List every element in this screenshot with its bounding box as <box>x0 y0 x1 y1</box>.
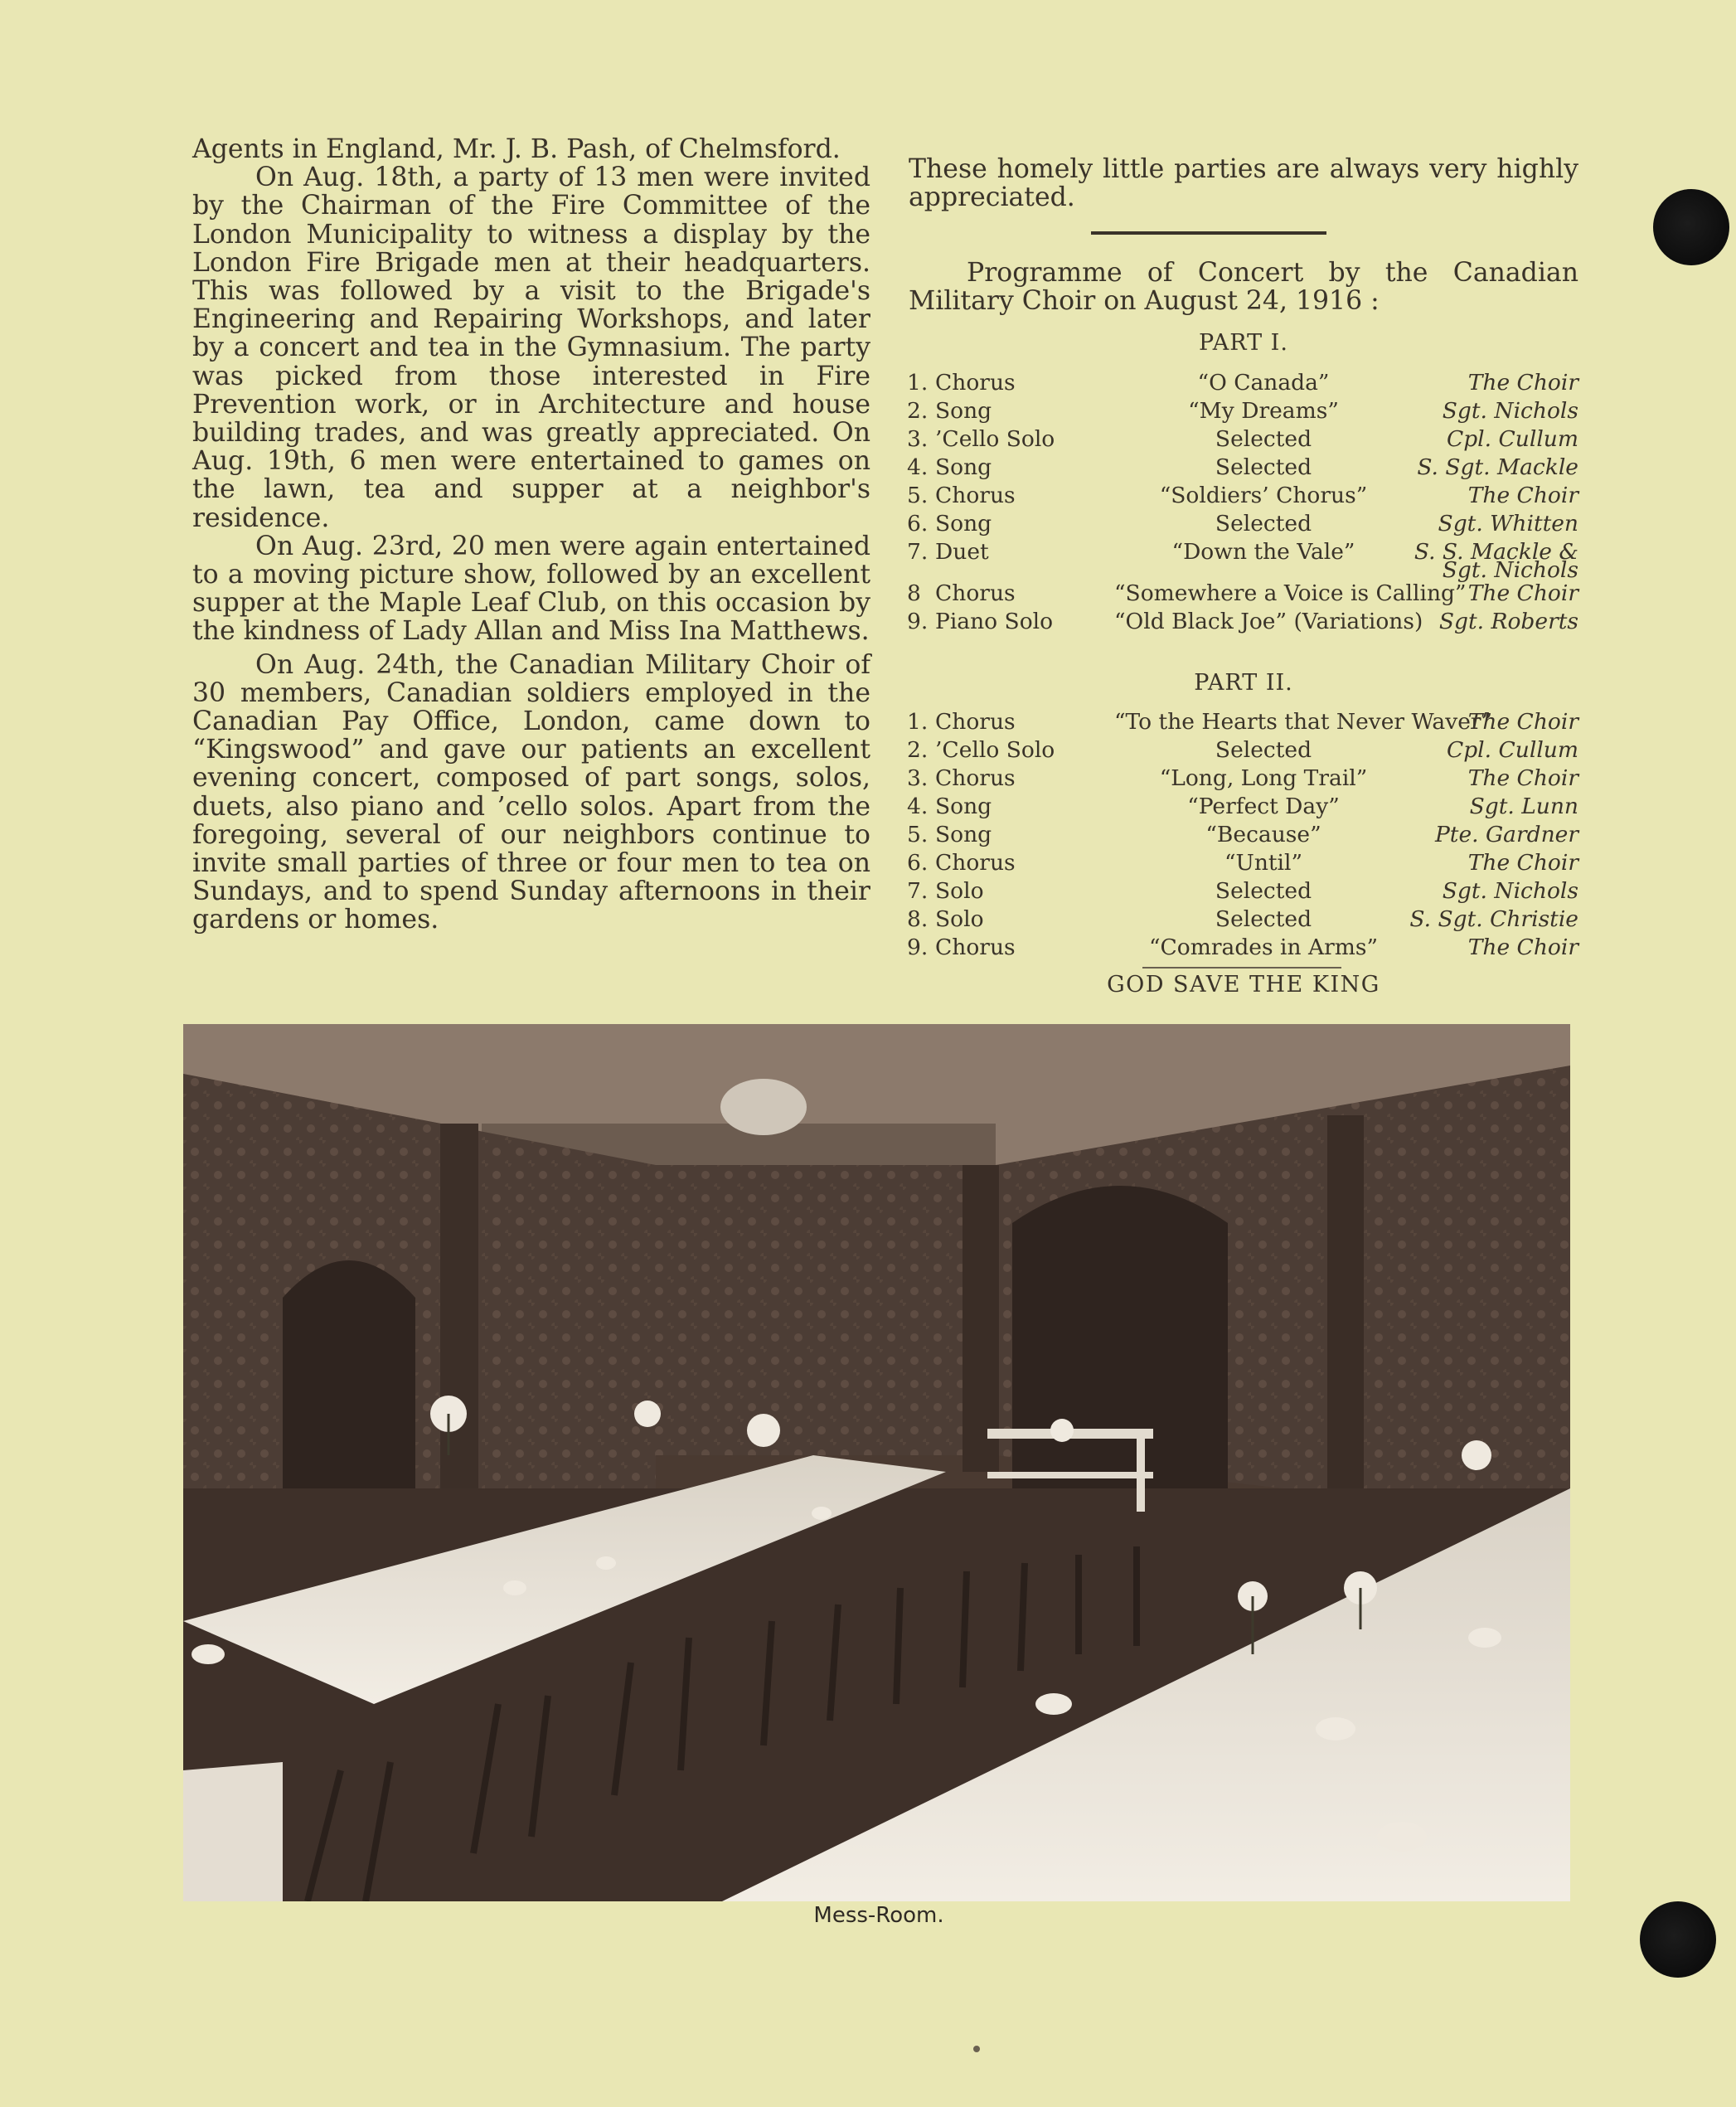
item-performer: Sgt. Nichols <box>1442 398 1578 424</box>
item-title: “Somewhere a Voice is Calling” <box>1114 580 1467 606</box>
item-performer: S. Sgt. Christie <box>1409 906 1578 932</box>
item-title: “Comrades in Arms” <box>1148 935 1379 960</box>
item-type: Chorus <box>935 709 1016 735</box>
item-type: Song <box>935 511 992 536</box>
section-divider <box>1091 231 1326 235</box>
item-type: Solo <box>935 878 984 904</box>
paragraph-1: Agents in England, Mr. J. B. Pash, of Chelmsford. <box>192 134 841 164</box>
item-type: Solo <box>935 906 984 932</box>
programme-title: Programme of Concert by the Canadian Military Choir on August 24, 1916 : <box>909 258 1578 316</box>
part-2-item <box>907 794 1578 822</box>
item-performer: Cpl. Cullum <box>1446 426 1578 452</box>
item-type: Chorus <box>935 580 1016 606</box>
item-type: Song <box>935 398 992 424</box>
part-2-item <box>907 709 1578 737</box>
item-performer: S. S. Mackle & <box>1414 539 1578 565</box>
item-title: Selected <box>1215 454 1312 480</box>
item-title: Selected <box>1215 878 1312 904</box>
item-number: 6. <box>907 850 929 876</box>
item-performer: The Choir <box>1467 935 1578 960</box>
item-number: 8 <box>907 580 921 606</box>
left-column-text <box>192 135 870 935</box>
part-2-item <box>907 822 1578 850</box>
item-performer: Pte. Gardner <box>1434 822 1578 847</box>
item-title: Selected <box>1215 426 1312 452</box>
item-performer: The Choir <box>1467 765 1578 791</box>
item-title: Selected <box>1215 906 1312 932</box>
intro-paragraph: These homely little parties are always very highly appreciated. <box>909 154 1578 212</box>
item-title: “O Canada” <box>1197 370 1330 396</box>
item-number: 1. <box>907 709 929 735</box>
item-performer: The Choir <box>1467 850 1578 876</box>
part-1-item <box>907 370 1578 398</box>
part-2-programme-list <box>907 709 1578 963</box>
item-title: “Until” <box>1224 850 1303 876</box>
item-performer: Sgt. Lunn <box>1469 794 1578 819</box>
item-number: 5. <box>907 483 929 508</box>
item-number: 2. <box>907 737 929 763</box>
item-type: Chorus <box>935 370 1016 396</box>
paragraph-4: On Aug. 24th, the Canadian Military Choir of 30 members, Canadian soldiers employed in the Canadian Pay Office, London, came down to “Kingswood” and gave our patients an excellent evening concert, composed of part songs, solos, duets, also piano and ’cello solos. Apart from the foregoing, several of our neighbors continue to invite small parties of three or four men to tea on Sundays, and to spend Sunday afternoons in their gardens or homes. <box>192 649 870 935</box>
part-1-heading: PART I. <box>1199 330 1288 356</box>
item-type: Song <box>935 822 992 847</box>
item-type: Chorus <box>935 850 1016 876</box>
item-number: 3. <box>907 426 929 452</box>
item-number: 7. <box>907 539 929 565</box>
item-type: Chorus <box>935 935 1016 960</box>
item-title: “To the Hearts that Never Waver” <box>1114 709 1493 735</box>
item-title: “Old Black Joe” (Variations) <box>1114 609 1423 634</box>
item-number: 9. <box>907 935 929 960</box>
part-2-item <box>907 906 1578 935</box>
item-type: Song <box>935 454 992 480</box>
item-type: Piano Solo <box>935 609 1054 634</box>
item-performer: The Choir <box>1467 709 1578 735</box>
item-number: 2. <box>907 398 929 424</box>
item-number: 6. <box>907 511 929 536</box>
item-title: Selected <box>1215 511 1312 536</box>
item-title: “Perfect Day” <box>1187 794 1340 819</box>
item-performer: Sgt. Roberts <box>1438 609 1578 634</box>
part-2-item <box>907 850 1578 878</box>
part-1-programme-list <box>907 370 1578 637</box>
part-2-item <box>907 765 1578 794</box>
item-type: Song <box>935 794 992 819</box>
item-performer: Sgt. Whitten <box>1438 511 1578 536</box>
paragraph-2: On Aug. 18th, a party of 13 men were invited by the Chairman of the Fire Committee of the London Municipality to witness a display by the London Fire Brigade men at their headquarters. This was followed by a visit to the Brigade's Engineering and Repairing Workshops, and later by a concert and tea in the Gymnasium. The party was picked from those interested in Fire Prevention work, or in Architecture and house building trades, and was greatly appreciated. On Aug. 19th, 6 men were entertained to games on the lawn, tea and supper at a neighbor's residence. <box>192 163 870 533</box>
item-number: 7. <box>907 878 929 904</box>
item-type: ’Cello Solo <box>935 737 1055 763</box>
part-2-item <box>907 737 1578 765</box>
photo-caption: Mess-Room. <box>813 1903 944 1928</box>
item-performer: The Choir <box>1467 483 1578 508</box>
part-2-item <box>907 878 1578 906</box>
item-number: 1. <box>907 370 929 396</box>
item-title: “Down the Vale” <box>1171 539 1355 565</box>
item-title: “Soldiers’ Chorus” <box>1159 483 1368 508</box>
mess-room-illustration <box>183 1024 1570 1901</box>
punch-hole-bottom <box>1640 1901 1716 1978</box>
mess-room-photograph <box>183 1024 1570 1901</box>
closing-rule <box>1142 967 1341 969</box>
item-type: Duet <box>935 539 989 565</box>
part-1-item <box>907 426 1578 454</box>
item-performer-second: Sgt. Nichols <box>1442 557 1578 583</box>
item-performer: S. Sgt. Mackle <box>1417 454 1578 480</box>
item-performer: Cpl. Cullum <box>1446 737 1578 763</box>
part-1-item <box>907 454 1578 483</box>
paragraph-3: On Aug. 23rd, 20 men were again entertained to a moving picture show, followed by an excellent supper at the Maple Leaf Club, on this occasion by the kindness of Lady Allan and Miss Ina Matthews. <box>192 531 870 647</box>
right-column-intro <box>909 155 1578 211</box>
part-2-heading: PART II. <box>1194 670 1293 696</box>
item-number: 9. <box>907 609 929 634</box>
part-1-item <box>907 539 1578 583</box>
item-number: 4. <box>907 454 929 480</box>
item-title: “Because” <box>1205 822 1321 847</box>
item-performer: Sgt. Nichols <box>1442 878 1578 904</box>
item-number: 8. <box>907 906 929 932</box>
part-1-item <box>907 609 1578 637</box>
part-1-item <box>907 483 1578 511</box>
item-performer: The Choir <box>1467 370 1578 396</box>
page-speck <box>973 2046 980 2052</box>
item-type: Chorus <box>935 483 1016 508</box>
item-number: 4. <box>907 794 929 819</box>
item-number: 3. <box>907 765 929 791</box>
item-number: 5. <box>907 822 929 847</box>
god-save-the-king: GOD SAVE THE KING <box>1107 972 1380 998</box>
item-title: Selected <box>1215 737 1312 763</box>
part-2-item <box>907 935 1578 963</box>
part-1-item <box>907 398 1578 426</box>
item-title: “My Dreams” <box>1188 398 1339 424</box>
item-title: “Long, Long Trail” <box>1159 765 1368 791</box>
part-1-item <box>907 511 1578 539</box>
item-type: Chorus <box>935 765 1016 791</box>
part-1-item <box>907 580 1578 609</box>
item-type: ’Cello Solo <box>935 426 1055 452</box>
item-performer: The Choir <box>1467 580 1578 606</box>
punch-hole-top <box>1653 189 1729 265</box>
